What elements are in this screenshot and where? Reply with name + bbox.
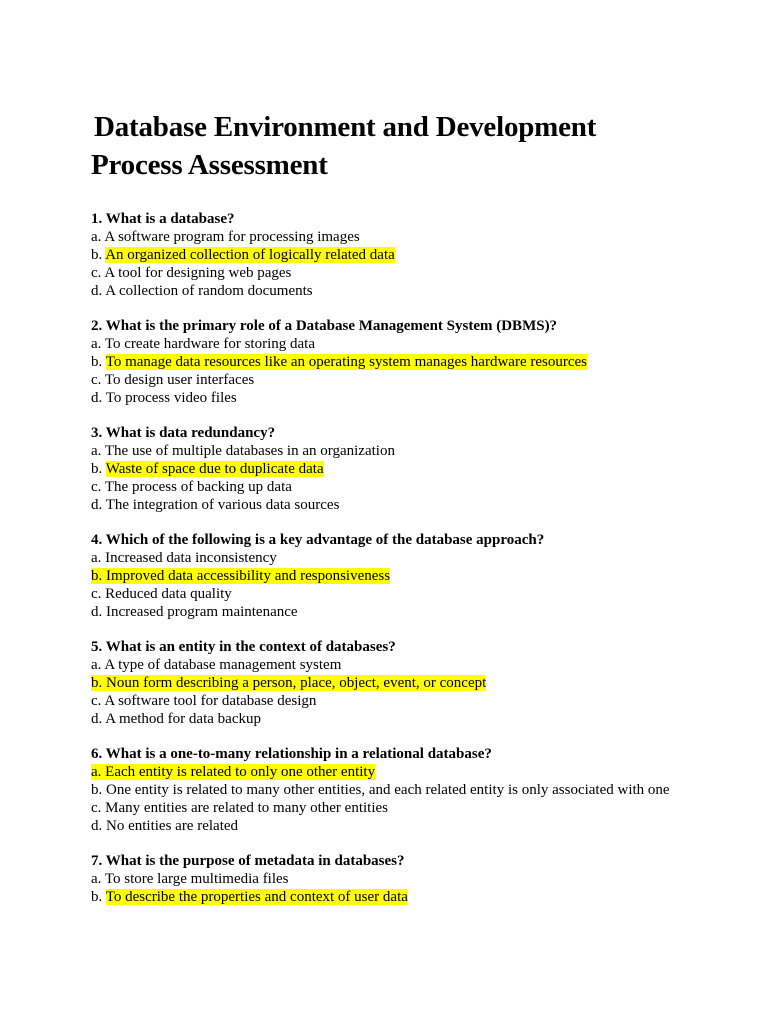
answer-option bbox=[91, 496, 751, 514]
option-text: Increased data inconsistency bbox=[105, 550, 277, 566]
answer-option bbox=[91, 353, 751, 371]
option-prefix: a. bbox=[91, 764, 106, 780]
highlighted-answer-text: An organized collection of logically related data bbox=[105, 247, 395, 263]
question-block bbox=[91, 317, 751, 407]
highlighted-answer-text: To describe the properties and context of user data bbox=[105, 889, 408, 905]
option-text: Increased program maintenance bbox=[106, 604, 298, 620]
option-prefix: b. bbox=[91, 354, 106, 370]
option-text: To design user interfaces bbox=[104, 372, 255, 388]
option-prefix: a. bbox=[91, 443, 105, 459]
answer-option bbox=[91, 817, 751, 835]
answer-option bbox=[91, 442, 751, 460]
option-text: A software program for processing images bbox=[104, 229, 360, 245]
title-line-1: Database Environment and Development bbox=[94, 111, 597, 143]
option-text: Reduced data quality bbox=[105, 586, 232, 602]
option-text: The process of backing up data bbox=[104, 479, 292, 495]
option-prefix: d. bbox=[91, 390, 106, 406]
option-text: To store large multimedia files bbox=[104, 871, 289, 887]
answer-option bbox=[91, 603, 751, 621]
answer-option bbox=[91, 478, 751, 496]
question-text: 2. What is the primary role of a Database Management System (DBMS)? bbox=[91, 318, 558, 334]
highlighted-answer bbox=[91, 675, 486, 691]
option-text: To create hardware for storing data bbox=[104, 336, 315, 352]
option-prefix: d. bbox=[91, 604, 106, 620]
option-text: The use of multiple databases in an organization bbox=[104, 443, 395, 459]
option-text: The integration of various data sources bbox=[105, 497, 340, 513]
option-text: Each entity is related to only one other entity bbox=[105, 764, 376, 780]
option-prefix: d. bbox=[91, 497, 106, 513]
option-prefix: c. bbox=[91, 372, 105, 388]
option-prefix: b. bbox=[91, 675, 106, 691]
answer-option bbox=[91, 282, 751, 300]
option-text: A tool for designing web pages bbox=[104, 265, 292, 281]
option-text: Improved data accessibility and responsiveness bbox=[106, 568, 391, 584]
question-text: 6. What is a one-to-many relationship in a relational database? bbox=[91, 746, 492, 762]
option-text: Noun form describing a person, place, object, event, or concept bbox=[106, 675, 487, 691]
answer-option bbox=[91, 228, 751, 246]
option-text: To process video files bbox=[105, 390, 237, 406]
option-prefix: b. bbox=[91, 782, 106, 798]
answer-option bbox=[91, 549, 751, 567]
answer-option bbox=[91, 656, 751, 674]
question-block bbox=[91, 210, 751, 300]
answer-option bbox=[91, 692, 751, 710]
answer-option bbox=[91, 799, 751, 817]
answer-option bbox=[91, 460, 751, 478]
option-prefix: d. bbox=[91, 711, 106, 727]
option-text: A type of database management system bbox=[104, 657, 342, 673]
option-prefix: c. bbox=[91, 265, 105, 281]
question-text: 5. What is an entity in the context of databases? bbox=[91, 639, 396, 655]
option-prefix: c. bbox=[91, 479, 105, 495]
answer-option bbox=[91, 870, 751, 888]
question-text: 4. Which of the following is a key advantage of the database approach? bbox=[91, 532, 545, 548]
answer-option bbox=[91, 585, 751, 603]
answer-option bbox=[91, 335, 751, 353]
highlighted-answer-text: Waste of space due to duplicate data bbox=[105, 461, 324, 477]
highlighted-answer-text: To manage data resources like an operating system manages hardware resources bbox=[105, 354, 587, 370]
option-prefix: a. bbox=[91, 657, 105, 673]
answer-option bbox=[91, 763, 751, 781]
option-prefix: c. bbox=[91, 693, 105, 709]
answer-option bbox=[91, 567, 751, 585]
option-prefix: b. bbox=[91, 247, 106, 263]
option-text: No entities are related bbox=[106, 818, 239, 834]
option-text: One entity is related to many other entities, and each related entity is only associated with one bbox=[106, 782, 670, 798]
question-text: 3. What is data redundancy? bbox=[91, 425, 276, 441]
answer-option bbox=[91, 674, 751, 692]
question-block bbox=[91, 852, 751, 906]
document-page bbox=[91, 108, 751, 923]
option-prefix: a. bbox=[91, 550, 106, 566]
question-block bbox=[91, 531, 751, 621]
answer-option bbox=[91, 371, 751, 389]
option-prefix: a. bbox=[91, 871, 105, 887]
option-text: Many entities are related to many other entities bbox=[105, 800, 388, 816]
option-text: A software tool for database design bbox=[104, 693, 317, 709]
question-block bbox=[91, 745, 751, 835]
question-list bbox=[91, 210, 751, 906]
answer-option bbox=[91, 888, 751, 906]
question-text: 7. What is the purpose of metadata in databases? bbox=[91, 853, 405, 869]
question-block bbox=[91, 424, 751, 514]
question-text: 1. What is a database? bbox=[91, 211, 235, 227]
option-prefix: a. bbox=[91, 229, 105, 245]
answer-option bbox=[91, 264, 751, 282]
answer-option bbox=[91, 781, 751, 799]
answer-option bbox=[91, 246, 751, 264]
title-line-2: Process Assessment bbox=[91, 149, 328, 181]
option-text: A method for data backup bbox=[105, 711, 261, 727]
option-text: A collection of random documents bbox=[105, 283, 313, 299]
option-prefix: c. bbox=[91, 586, 106, 602]
highlighted-answer bbox=[91, 568, 390, 584]
answer-option bbox=[91, 389, 751, 407]
option-prefix: b. bbox=[91, 568, 106, 584]
highlighted-answer bbox=[91, 764, 375, 780]
option-prefix: d. bbox=[91, 283, 106, 299]
option-prefix: b. bbox=[91, 461, 106, 477]
document-title bbox=[91, 108, 751, 184]
question-block bbox=[91, 638, 751, 728]
answer-option bbox=[91, 710, 751, 728]
option-prefix: c. bbox=[91, 800, 106, 816]
option-prefix: b. bbox=[91, 889, 106, 905]
option-prefix: a. bbox=[91, 336, 105, 352]
option-prefix: d. bbox=[91, 818, 106, 834]
